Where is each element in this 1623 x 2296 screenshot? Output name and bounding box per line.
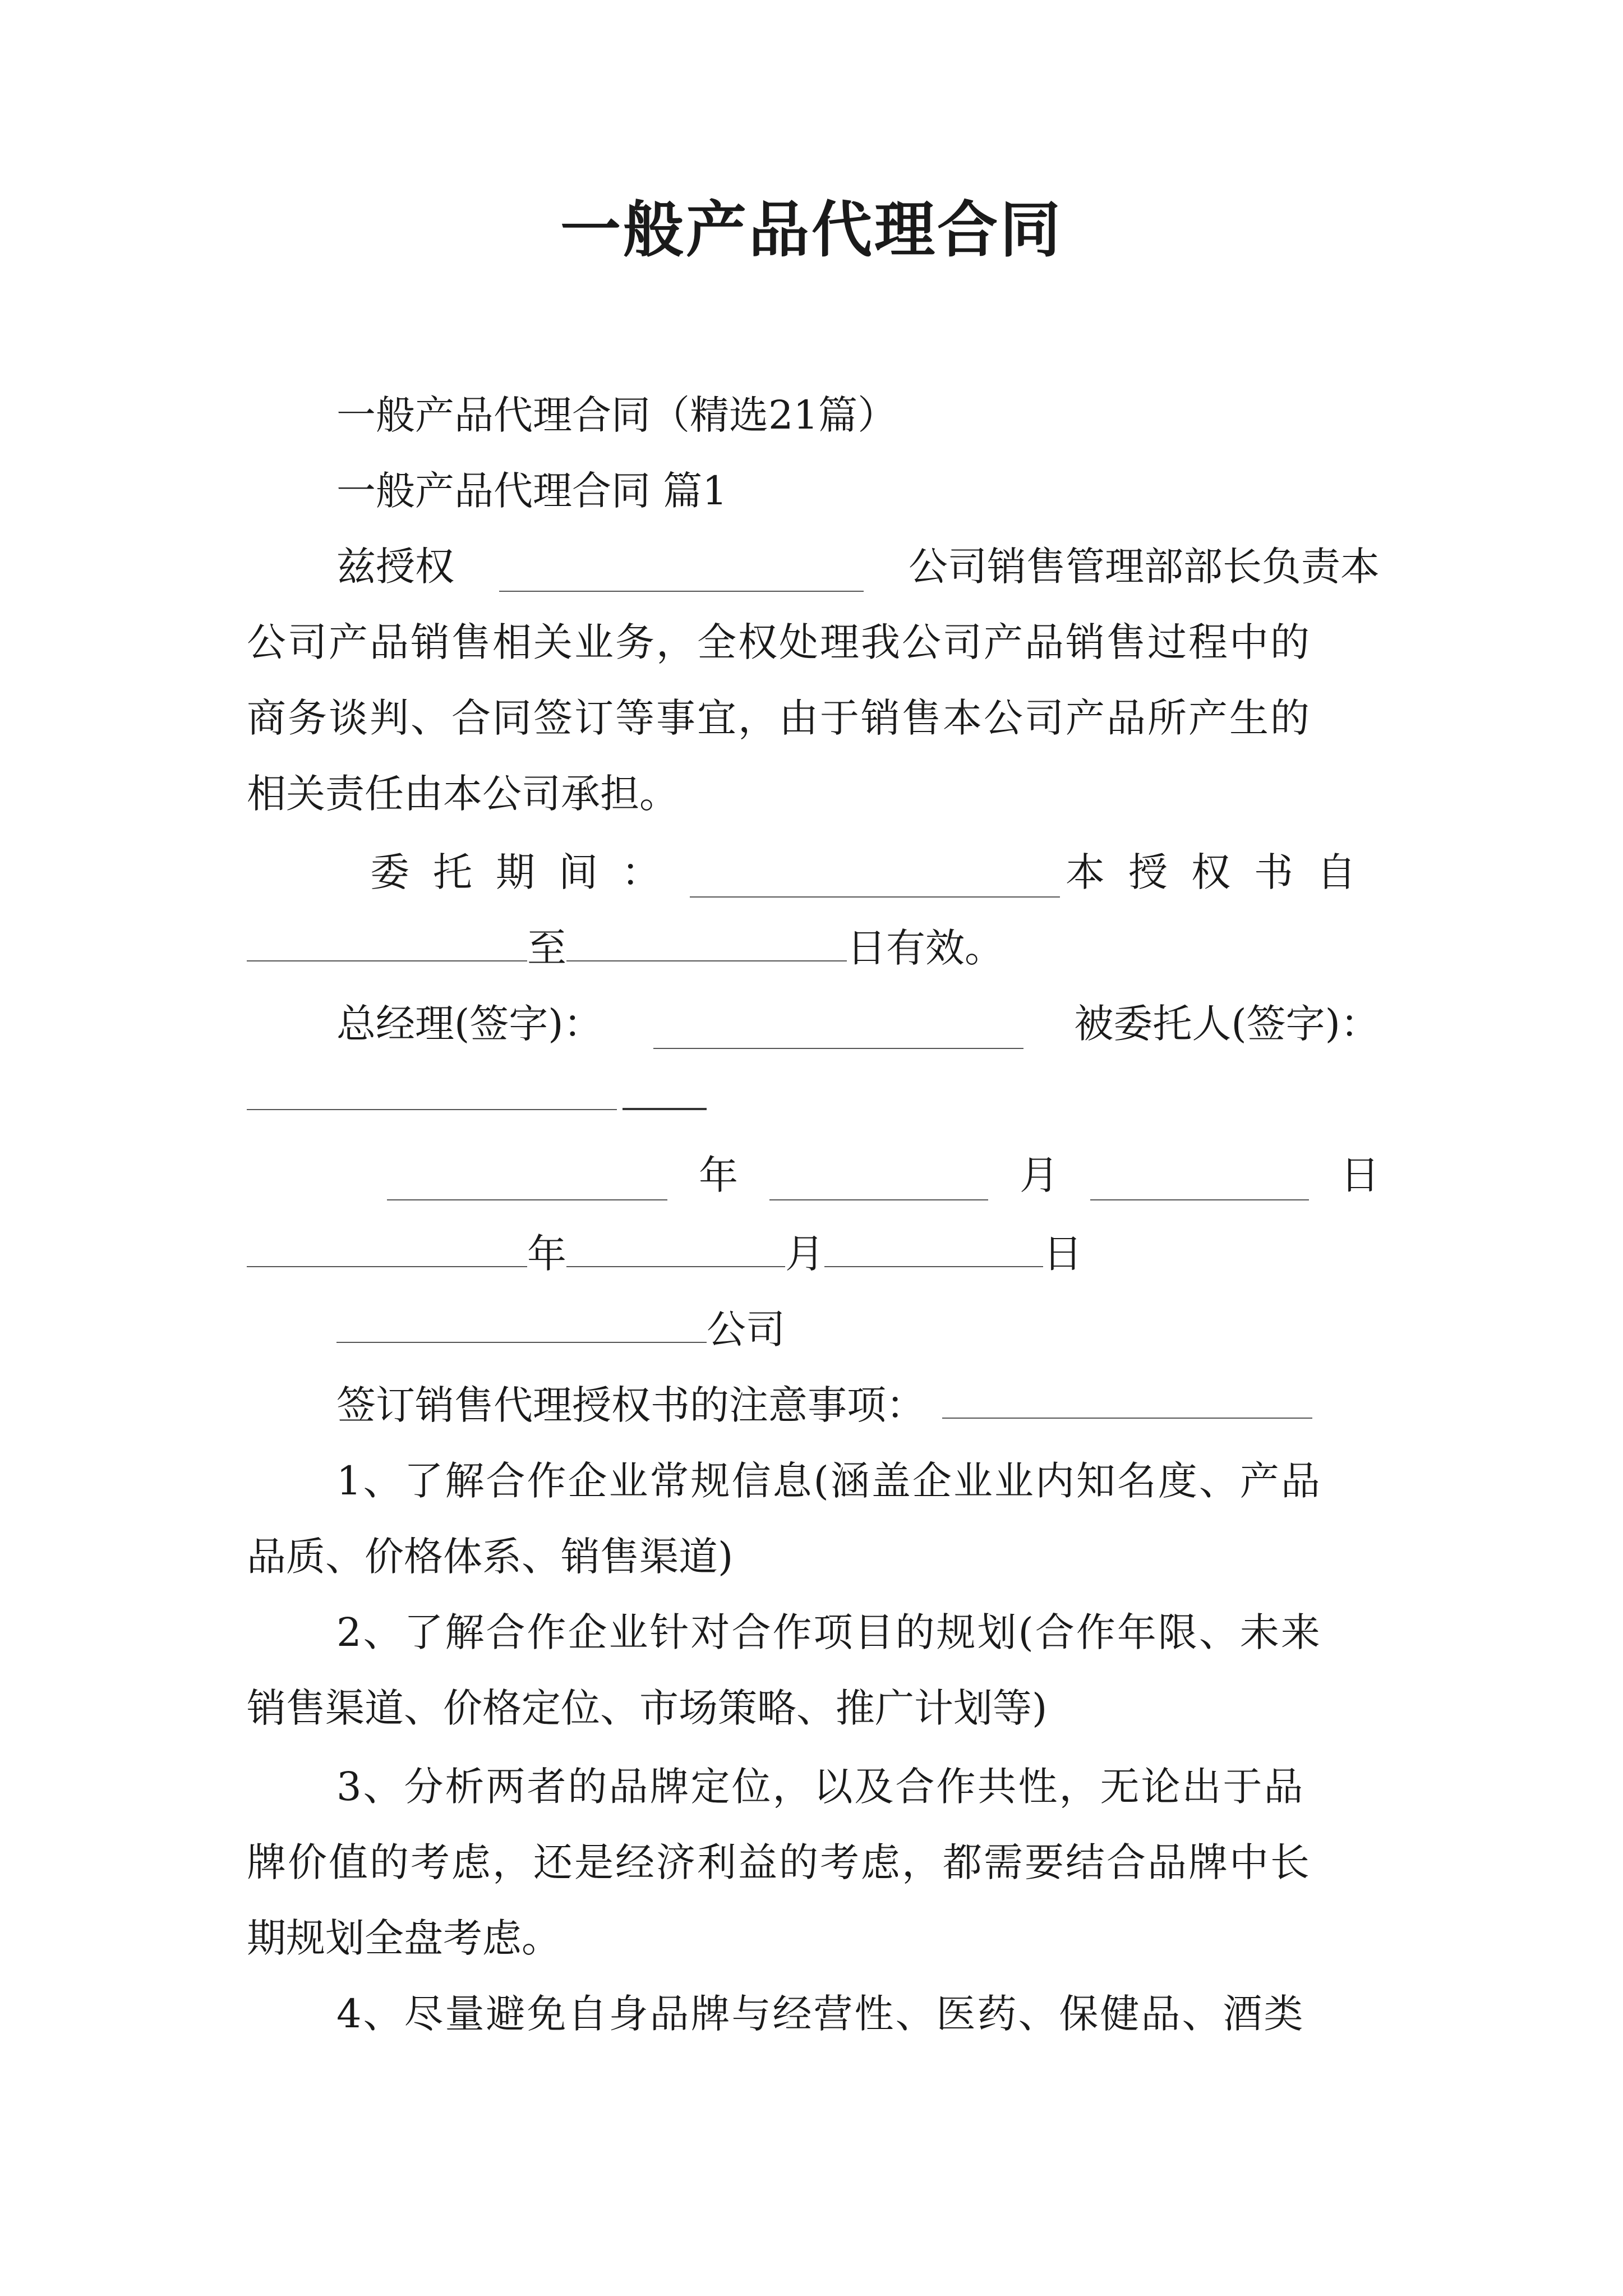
validity-line xyxy=(247,923,1004,973)
company-blank xyxy=(336,1305,707,1343)
year-label-2: 年 xyxy=(527,1231,566,1277)
notes-heading-line xyxy=(336,1380,1312,1430)
month-blank-2 xyxy=(566,1229,785,1267)
dash-mark xyxy=(623,1085,707,1110)
day-blank-1 xyxy=(1090,1162,1309,1200)
auth-line-2: 公司产品销售相关业务，全权处理我公司产品销售过程中的 xyxy=(247,619,1311,665)
auth-line1-suffix: 公司销售管理部部长负责本 xyxy=(909,544,1380,590)
note-1-line-2: 品质、价格体系、销售渠道) xyxy=(247,1534,734,1580)
auth-line-4: 相关责任由本公司承担。 xyxy=(247,771,679,817)
start-date-blank xyxy=(247,923,527,961)
auth-prefix: 兹授权 xyxy=(336,544,454,590)
subtitle: 一般产品代理合同（精选21篇） xyxy=(336,392,897,438)
note-2-line-1: 2、了解合作企业针对合作项目的规划(合作年限、未来 xyxy=(336,1609,1322,1655)
agent-sign-blank xyxy=(247,1072,617,1110)
day-label-2: 日 xyxy=(1043,1231,1082,1277)
month-blank-1 xyxy=(769,1162,988,1200)
notes-heading: 签订销售代理授权书的注意事项： xyxy=(336,1382,925,1428)
month-label-2: 月 xyxy=(785,1231,824,1277)
note-3-line-3: 期规划全盘考虑。 xyxy=(247,1915,561,1961)
company-line xyxy=(336,1304,785,1355)
note-1-line-1: 1、了解合作企业常规信息(涵盖企业业内知名度、产品 xyxy=(336,1458,1322,1504)
agent-sign-line xyxy=(247,1071,707,1122)
note-4-line-1: 4、尽量避免自身品牌与经营性、医药、保健品、酒类 xyxy=(336,1991,1305,2037)
section-heading: 一般产品代理合同 篇1 xyxy=(336,468,727,514)
gm-sign-blank xyxy=(653,1011,1023,1049)
notes-blank xyxy=(942,1381,1312,1419)
company-name-blank xyxy=(499,554,864,592)
day-label-1: 日 xyxy=(1340,1152,1380,1198)
period-blank xyxy=(690,859,1060,898)
year-blank-2 xyxy=(247,1229,527,1267)
auth-line-1 xyxy=(336,541,1380,592)
auth-line-3: 商务谈判、合同签订等事宜，由于销售本公司产品所产生的 xyxy=(247,695,1311,741)
period-line xyxy=(370,847,1380,898)
document-title: 一般产品代理合同 xyxy=(560,195,1063,265)
month-label-1: 月 xyxy=(1020,1152,1059,1198)
year-label-1: 年 xyxy=(699,1152,738,1198)
date-line-2 xyxy=(247,1228,1082,1279)
day-blank-2 xyxy=(824,1229,1043,1267)
agent-sign-label: 被委托人(签字)： xyxy=(1074,1001,1380,1047)
company-label: 公司 xyxy=(707,1306,785,1352)
date-line-1 xyxy=(387,1150,1380,1200)
effective-label: 日有效。 xyxy=(847,925,1004,971)
note-2-line-2: 销售渠道、价格定位、市场策略、推广计划等) xyxy=(247,1685,1048,1731)
period-label: 委托期间： xyxy=(370,849,684,895)
period-suffix: 本授权书自 xyxy=(1066,849,1380,895)
gm-sign-label: 总经理(签字)： xyxy=(336,1001,603,1047)
note-3-line-1: 3、分析两者的品牌定位，以及合作共性，无论出于品 xyxy=(336,1764,1305,1810)
end-date-blank xyxy=(566,923,847,961)
year-blank-1 xyxy=(387,1162,667,1200)
note-3-line-2: 牌价值的考虑，还是经济利益的考虑，都需要结合品牌中长 xyxy=(247,1839,1311,1885)
signature-line xyxy=(336,999,1380,1049)
to-label: 至 xyxy=(527,925,566,971)
